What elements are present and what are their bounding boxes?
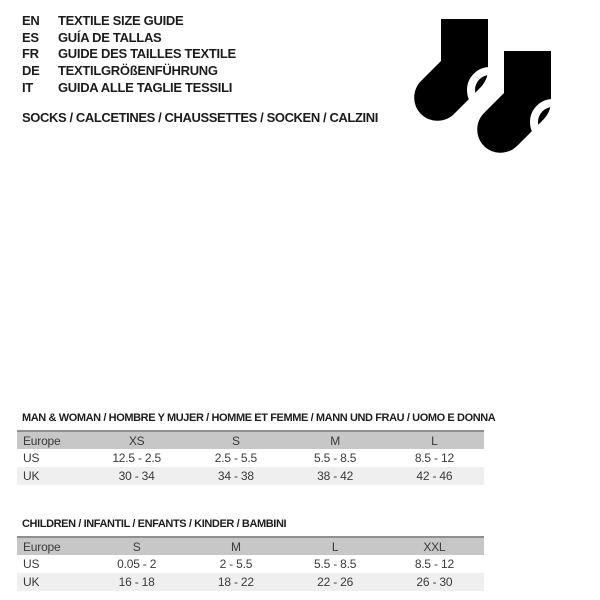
size-range-cell: 30 - 34 [118,469,155,483]
row-label: UK [23,469,40,483]
size-table-section-man-woman [17,406,496,485]
table-row-uk [17,467,484,485]
size-range-cell: 8.5 - 12 [414,451,454,465]
row-label: US [23,451,40,465]
table-row-us [17,555,484,573]
table-row-uk [17,573,484,591]
language-row-it [22,80,236,97]
language-code: EN [22,13,40,28]
language-label: GUIDE DES TAILLES TEXTILE [58,46,236,62]
table-title-man-woman: MAN & WOMAN / HOMBRE Y MUJER / HOMME ET FEMME / MANN UND FRAU / UOMO E DONNA [22,412,496,424]
size-range-cell: 0.05 - 2 [117,557,157,571]
language-label: TEXTILGRÖßENFÜHRUNG [58,63,218,79]
row-label: UK [23,575,40,589]
size-table-man-woman [17,430,484,485]
language-row-en [22,13,236,30]
size-range-cell: 8.5 - 12 [414,557,454,571]
size-range-cell: 2.5 - 5.5 [214,451,258,465]
size-range-cell: 42 - 46 [416,469,453,483]
language-list [22,13,236,97]
column-header-size: M [231,539,241,554]
column-header-size: M [330,433,341,448]
size-range-cell: 22 - 26 [317,575,354,589]
language-label: TEXTILE SIZE GUIDE [58,13,184,28]
column-header-size: S [231,433,240,448]
two-socks-icon [406,17,558,179]
column-header-region: Europe [23,539,61,554]
language-row-fr [22,46,236,63]
size-table-section-children [17,512,484,591]
column-header-size: S [132,539,141,554]
sock-front-icon [477,51,558,153]
size-range-cell: 5.5 - 8.5 [314,557,357,571]
size-range-cell: 38 - 42 [317,469,354,483]
size-range-cell: 12.5 - 2.5 [112,451,162,465]
size-range-cell: 16 - 18 [118,575,155,589]
language-label: GUÍA DE TALLAS [58,29,162,45]
table-title-children: CHILDREN / INFANTIL / ENFANTS / KINDER / BAMBINI [22,518,287,530]
column-header-size: XXL [423,539,446,554]
category-heading: SOCKS / CALCETINES / CHAUSSETTES / SOCKEN / CALZINI [22,110,378,125]
size-range-cell: 34 - 38 [217,469,254,483]
table-header-row [17,431,484,449]
language-code: FR [22,46,39,62]
column-header-size: XS [128,433,145,448]
size-range-cell: 18 - 22 [217,575,254,589]
size-table-children [17,536,484,591]
column-header-region: Europe [23,433,61,448]
size-range-cell: 2 - 5.5 [219,557,253,571]
language-code: ES [22,29,39,45]
size-range-cell: 26 - 30 [416,575,453,589]
row-label: US [23,557,40,571]
language-code: IT [22,79,33,95]
language-row-de [22,63,236,80]
table-row-us [17,449,484,467]
language-code: DE [22,63,40,79]
size-range-cell: 5.5 - 8.5 [314,451,357,465]
column-header-size: L [431,433,438,448]
language-row-es [22,30,236,47]
language-label: GUIDA ALLE TAGLIE TESSILI [58,79,233,95]
table-header-row [17,537,484,555]
column-header-size: L [331,539,339,554]
